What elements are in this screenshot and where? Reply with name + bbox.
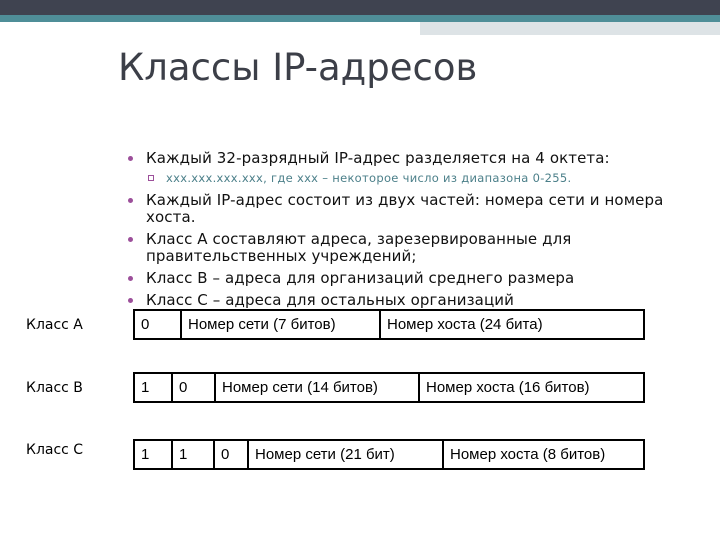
class-a-host-field: Номер хоста (24 бита) bbox=[379, 311, 643, 338]
class-c-row bbox=[133, 439, 645, 470]
class-b-bit: 1 bbox=[141, 379, 150, 396]
bullet-list bbox=[126, 150, 686, 314]
bullet-item: Класс А составляют адреса, зарезервированные для правительственных учреждений; bbox=[126, 231, 686, 265]
class-c-host-field: Номер хоста (8 битов) bbox=[442, 441, 643, 468]
class-a-bit: 0 bbox=[141, 316, 150, 333]
class-a-row bbox=[133, 309, 645, 340]
top-bar bbox=[0, 0, 720, 22]
class-c-network-field: Номер сети (21 бит) bbox=[247, 441, 442, 468]
class-b-network-field: Номер сети (14 битов) bbox=[214, 374, 418, 401]
sub-bullet-item: xxx.xxx.xxx.xxx, где ххх – некоторое число из диапазона 0-255. bbox=[126, 170, 686, 187]
class-c-bit: 1 bbox=[141, 446, 150, 463]
class-c-bit: 0 bbox=[213, 441, 247, 468]
bullet-item: Каждый 32-разрядный IP-адрес разделяется на 4 октета: bbox=[126, 150, 686, 167]
bullet-item: Каждый IP-адрес состоит из двух частей: номера сети и номера хоста. bbox=[126, 192, 686, 226]
class-b-bit: 0 bbox=[171, 374, 214, 401]
class-a-label: Класс А bbox=[26, 317, 83, 333]
class-c-label: Класс С bbox=[26, 442, 84, 458]
top-bar-stripe bbox=[0, 15, 720, 22]
accent-strip bbox=[420, 22, 720, 35]
class-b-label: Класс В bbox=[26, 380, 83, 396]
class-a-network-field: Номер сети (7 битов) bbox=[180, 311, 379, 338]
class-b-host-field: Номер хоста (16 битов) bbox=[418, 374, 643, 401]
bullet-item: Класс С – адреса для остальных организаций bbox=[126, 292, 686, 309]
slide-title: Классы IP-адресов bbox=[118, 46, 478, 89]
bullet-item: Класс В – адреса для организаций среднего размера bbox=[126, 270, 686, 287]
class-b-row bbox=[133, 372, 645, 403]
class-c-bit: 1 bbox=[171, 441, 213, 468]
